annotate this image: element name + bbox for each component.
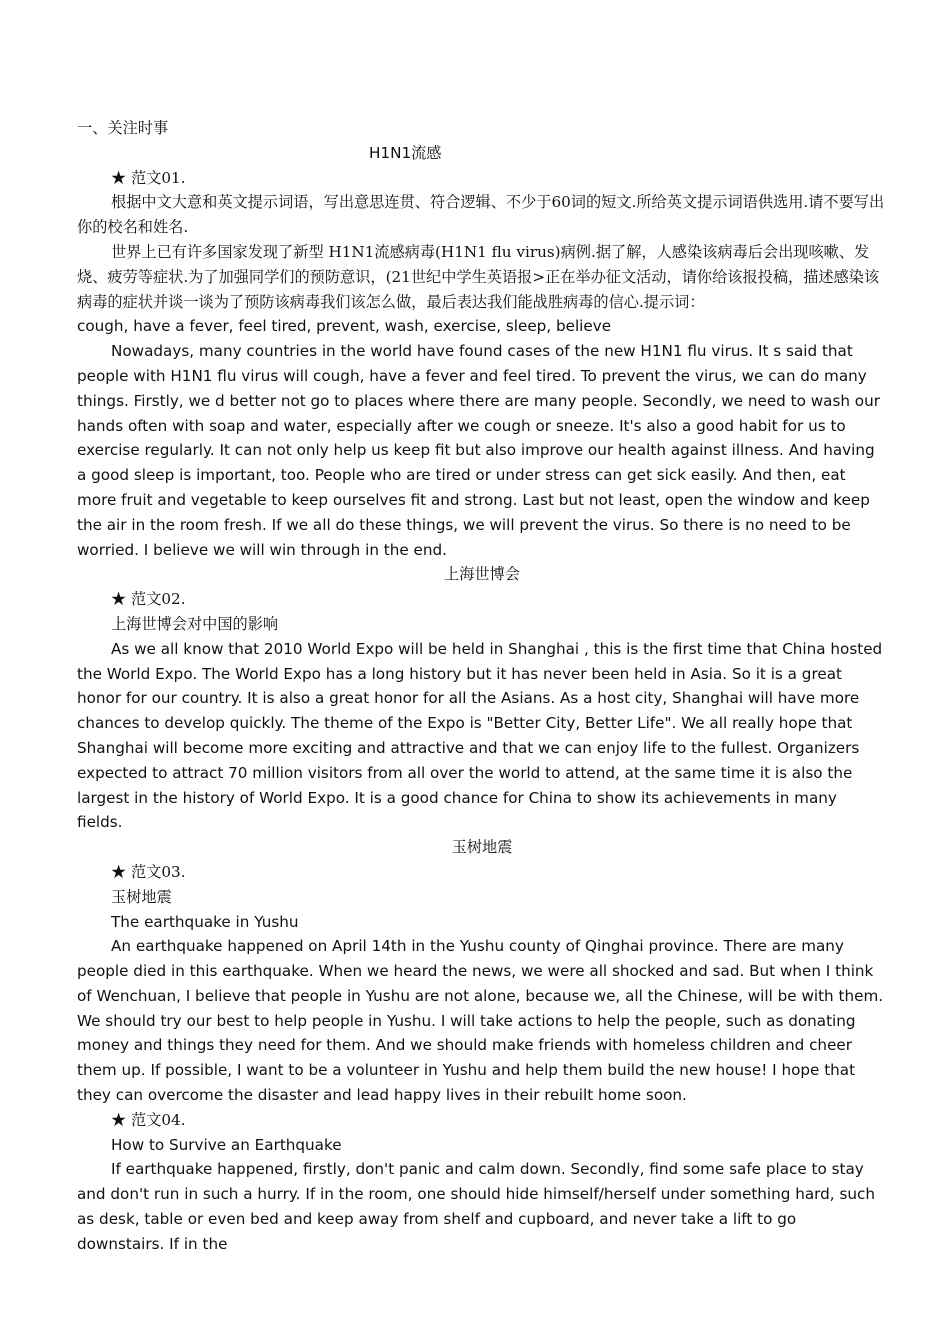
topic2-label: ★ 范文02.	[111, 590, 186, 609]
topic1-hint-words: cough, have a fever, feel tired, prevent, wash, exercise, sleep, believe	[77, 317, 612, 336]
topic2-title: 上海世博会	[444, 565, 520, 584]
topic1-prompt: 世界上已有许多国家发现了新型 H1N1流感病毒(H1N1 flu virus)病例.据了解，人感染该病毒后会出现咳嗽、发烧、疲劳等症状.为了加强同学们的预防意识，(21世纪中学生英语报>正在举办征文活动，请你给该报投稿，描述感染该病毒的症状并谈一谈为了预防该病毒我们该怎么做，最后表达我们能战胜病毒的信心.提示词：	[77, 242, 880, 311]
topic2-subtitle: 上海世博会对中国的影响	[111, 614, 279, 633]
topic3-subtitle-en: The earthquake in Yushu	[111, 912, 299, 931]
topic4-label: ★ 范文04.	[111, 1110, 186, 1129]
topic1-essay: Nowadays, many countries in the world have found cases of the new H1N1 flu virus. It s said that people with H1N1 flu virus will cough, have a fever and feel tired. To prevent the virus, we can do many things. Firstly, we d better not go to places where there are many people. Secondly, we need to wash our hands often with soap and water, especially after we cough or sneeze. It's also a good habit for us to exercise regularly. It can not only help us keep fit but also improve our health against illness. And having a good sleep is important, too. People who are tired or under stress can get sick easily. And then, eat more fruit and vegetable to keep ourselves fit and strong. Last but not least, open the window and keep the air in the room fresh. If we all do these things, we will prevent the virus. So there is no need to be worried. I believe we will win through in the end.	[77, 342, 880, 559]
topic2-essay: As we all know that 2010 World Expo will be held in Shanghai , this is the first time that China hosted the World Expo. The World Expo has a long history but it has never been held in Asia. So it is a great honor for our country. It is also a great honor for all the Asians. As a host city, Shanghai will have more chances to develop quickly. The theme of the Expo is "Better City, Better Life". We all really hope that Shanghai will become more exciting and attractive and that we can enjoy life to the fullest. Organizers expected to attract 70 million visitors from all over the world to attend, at the same time it is also the largest in the history of World Expo. It is a good chance for China to show its achievements in many fields.	[77, 639, 883, 832]
topic4-essay: If earthquake happened, firstly, don't panic and calm down. Secondly, find some safe place to stay and don't run in such a hurry. If in the room, one should hide himself/herself under something hard, such as desk, table or even bed and keep away from shelf and cupboard, and never take a lift to go downstairs. If in the	[77, 1160, 875, 1253]
topic3-title: 玉树地震	[451, 838, 513, 857]
topic3-essay: An earthquake happened on April 14th in the Yushu county of Qinghai province. There are many people died in this earthquake. When we heard the news, we were all shocked and sad. But when I think of Wenchuan, I believe that people in Yushu are not alone, because we, all the Chinese, will be with them. We should try our best to help people in Yushu. I will take actions to help the people, such as donating money and things they need for them. And we should make friends with homeless children and cheer them up. If possible, I want to be a volunteer in Yushu and help them build the new house! I hope that they can overcome the disaster and lead happy lives in their rebuilt home soon.	[77, 937, 884, 1105]
topic3-subtitle-zh: 玉树地震	[111, 887, 172, 906]
topic3-label: ★ 范文03.	[111, 862, 186, 881]
section-heading: 一、关注时事	[77, 119, 169, 137]
topic4-subtitle: How to Survive an Earthquake	[111, 1135, 342, 1154]
topic1-instructions: 根据中文大意和英文提示词语，写出意思连贯、符合逻辑、不少于60词的短文.所给英文提示词语供选用.请不要写出你的校名和姓名.	[77, 193, 885, 237]
topic1-label: ★ 范文01.	[111, 168, 186, 187]
topic1-title: H1N1流感	[369, 143, 442, 162]
document-page	[77, 116, 887, 1257]
